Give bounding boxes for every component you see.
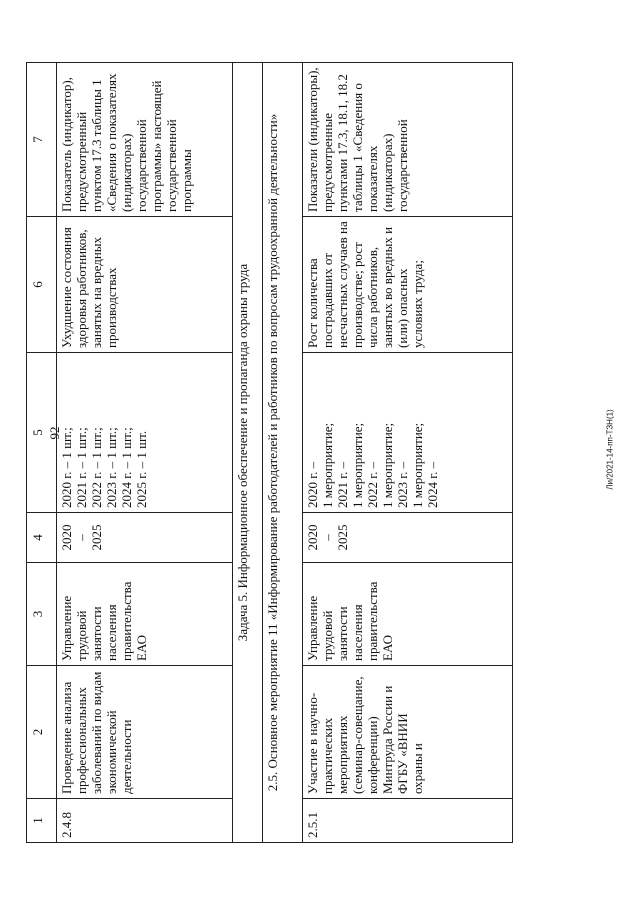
header-col-4: 4 — [27, 513, 57, 563]
page-number: 92 — [47, 426, 62, 440]
event-title: 2.5. Основное мероприятие 11 «Информирование работодателей и работников по вопросам трудоохранной деятельности» — [263, 63, 303, 843]
table-row — [57, 63, 233, 843]
consequences: Ухудшение состояния здоровья работников, занятых на вредных производствах — [57, 217, 233, 353]
indicators: Показатели (индикаторы), предусмотренные пунктами 17.3, 18.1, 18.2 таблицы 1 «Сведения о показателях (индикаторах) государственной — [303, 63, 513, 217]
executor: Управление трудовой занятости населения правительства ЕАО — [303, 563, 513, 666]
task-title: Задача 5. Информационное обеспечение и пропаганда охраны труда — [233, 63, 263, 843]
term: 2020 – 2025 — [57, 513, 233, 563]
header-col-2: 2 — [27, 666, 57, 799]
row-number: 2.5.1 — [303, 799, 513, 843]
task-row — [233, 63, 263, 843]
volume: 2020 г. – 1 мероприятие; 2021 г. – 1 мероприятие; 2022 г. – 1 мероприятие; 2023 г. – 1 мероприятие; 2024 г. – — [303, 353, 513, 513]
measure-name: Участие в научно-практических мероприятиях (семинар-совещание, конференции) Минтруда России и ФГБУ «ВНИИ охраны и — [303, 666, 513, 799]
header-col-3: 3 — [27, 563, 57, 666]
document-code: Ли/2021-14-пп-ТЗН(1) — [605, 409, 615, 490]
executor: Управление трудовой занятости населения правительства ЕАО — [57, 563, 233, 666]
indicators: Показатель (индикатор), предусмотренный пунктом 17.3 таблицы 1 «Сведения о показателях (индикаторах) государственной программы» настоящей государственной программы — [57, 63, 233, 217]
header-col-5: 5 — [27, 353, 57, 513]
table-row — [303, 63, 513, 843]
rotated-table-container — [26, 63, 572, 843]
header-col-6: 6 — [27, 217, 57, 353]
measure-name: Проведение анализа профессиональных заболеваний по видам экономической деятельности — [57, 666, 233, 799]
term: 2020 – 2025 — [303, 513, 513, 563]
header-col-1: 1 — [27, 799, 57, 843]
row-number: 2.4.8 — [57, 799, 233, 843]
program-table — [26, 62, 513, 843]
volume: 2020 г. – 1 шт.; 2021 г. – 1 шт.; 2022 г. – 1 шт.; 2023 г. – 1 шт.; 2024 г. – 1 шт.; 2025 г. – 1 шт. — [57, 353, 233, 513]
event-row — [263, 63, 303, 843]
consequences: Рост количества пострадавших от несчастных случаев на производстве; рост числа работников, занятых во вредных и (или) опасных условиях труда; — [303, 217, 513, 353]
header-row — [27, 63, 57, 843]
header-col-7: 7 — [27, 63, 57, 217]
